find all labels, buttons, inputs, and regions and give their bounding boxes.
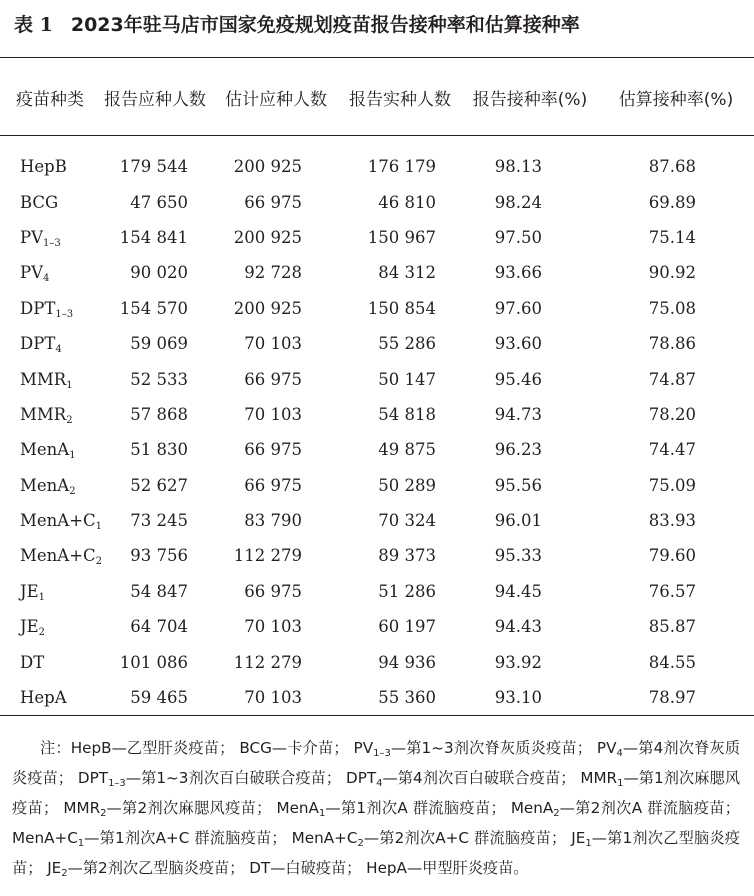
cell-estimated-rate: 78.86 [648,334,696,354]
cell-reported-rate: 95.33 [494,546,542,566]
cell-estimated-rate: 90.92 [648,263,696,283]
table-row [0,538,754,573]
cell-reported-due: 93 756 [130,546,188,566]
cell-estimated-rate: 76.57 [648,581,696,601]
table-body [0,119,754,715]
cell-estimated-rate: 75.08 [648,298,696,318]
table-row [0,574,754,609]
cell-estimated-due: 66 975 [244,475,302,495]
cell-reported-vaccinated: 89 373 [378,546,436,566]
cell-vaccine-name: $MMR_2$ [20,404,73,426]
cell-reported-due: 52 627 [130,475,188,495]
cell-estimated-due: 112 279 [233,546,302,566]
table-row [0,503,754,538]
cell-vaccine-name: MenA$_1$ [20,440,76,462]
cell-estimated-rate: 78.97 [648,688,696,708]
note-entry: $MenA+C_1—$第1剂次A+C 群流脑疫苗； [12,829,287,849]
cell-vaccine-name: $JE_1$ [20,581,46,603]
cell-vaccine-name: HepB [20,157,67,177]
table-note [12,733,740,883]
cell-reported-rate: 93.92 [494,652,542,672]
cell-reported-due: 154 570 [119,298,188,318]
top-rule [0,57,754,58]
cell-reported-vaccinated: 70 324 [378,511,436,531]
cell-reported-rate: 93.10 [494,688,542,708]
cell-reported-rate: 94.73 [494,404,542,424]
cell-reported-due: 57 868 [130,404,188,424]
cell-reported-vaccinated: 55 286 [378,334,436,354]
cell-estimated-due: 66 975 [244,581,302,601]
cell-vaccine-name: MenA$_2$ [20,475,76,497]
header-rule [0,135,754,136]
cell-reported-rate: 97.60 [494,298,542,318]
header-vaccine-type: 疫苗种类 [16,89,84,110]
cell-reported-due: 51 830 [130,440,188,460]
cell-reported-due: 59 069 [130,334,188,354]
cell-reported-rate: 98.24 [494,192,542,212]
note-entry: $MMR_2—$第2剂次麻腮风疫苗； [63,799,272,819]
cell-reported-vaccinated: 50 289 [378,475,436,495]
table-row [0,220,754,255]
cell-reported-due: 179 544 [119,157,188,177]
note-entry: $MMR_1—$第1剂次麻腮风疫苗； [12,769,741,817]
cell-estimated-due: 112 279 [233,652,302,672]
table-row [0,119,754,184]
table-row [0,326,754,361]
cell-reported-vaccinated: 84 312 [378,263,436,283]
note-entry: $PV_4—$第4剂次脊灰质炎疫苗； [12,739,741,787]
cell-vaccine-name: $PV_4$ [20,263,50,285]
note-entry: $PV_{1-3}—$第1~3剂次脊灰质炎疫苗； [353,739,592,759]
cell-reported-due: 52 533 [130,369,188,389]
cell-estimated-rate: 75.14 [648,227,696,247]
cell-reported-vaccinated: 50 147 [378,369,436,389]
cell-reported-vaccinated: 51 286 [378,581,436,601]
table-row [0,184,754,219]
cell-estimated-due: 70 103 [244,688,302,708]
table-title [0,10,754,37]
note-entry: $DPT_4—$第4剂次百白破联合疫苗； [346,769,576,789]
cell-estimated-rate: 78.20 [648,404,696,424]
cell-vaccine-name: $MenA+C_2$ [20,546,103,568]
bottom-rule [0,715,754,716]
table-row [0,468,754,503]
note-entry: HepA—甲型肝炎疫苗。 [366,859,529,877]
cell-estimated-due: 92 728 [244,263,302,283]
header-reported-vaccinated: 报告实种人数 [349,89,451,110]
note-entry: DT—白破疫苗； [249,859,362,877]
cell-estimated-due: 200 925 [233,227,302,247]
table-row [0,680,754,715]
note-lead: 注： [40,739,71,757]
header-reported-due: 报告应种人数 [104,89,206,110]
cell-reported-vaccinated: 49 875 [378,440,436,460]
cell-reported-due: 54 847 [130,581,188,601]
header-row [0,75,754,119]
cell-reported-rate: 93.66 [494,263,542,283]
cell-vaccine-name: BCG [20,192,59,212]
cell-estimated-due: 66 975 [244,369,302,389]
cell-estimated-due: 70 103 [244,404,302,424]
cell-reported-due: 73 245 [130,511,188,531]
header-estimated-rate: 估算接种率(%) [618,89,734,110]
table-row [0,361,754,396]
cell-vaccine-name: DT [20,652,45,672]
cell-estimated-due: 83 790 [244,511,302,531]
note-entry: $MenA+C_2—$第2剂次A+C 群流脑疫苗； [291,829,567,849]
cell-estimated-due: 66 975 [244,192,302,212]
cell-estimated-rate: 87.68 [648,157,696,177]
cell-estimated-due: 70 103 [244,334,302,354]
table-row [0,397,754,432]
cell-estimated-rate: 74.87 [648,369,696,389]
cell-estimated-rate: 84.55 [648,652,696,672]
table-caption: 2023年驻马店市国家免疫规划疫苗报告接种率和估算接种率 [70,14,580,36]
note-entry: $JE_1—$第1剂次乙型脑炎疫苗； [12,829,740,877]
vaccination-table [0,75,754,715]
cell-reported-due: 90 020 [130,263,188,283]
cell-estimated-rate: 74.47 [648,440,696,460]
table-row [0,255,754,290]
cell-reported-rate: 95.56 [494,475,542,495]
cell-reported-rate: 98.13 [494,157,542,177]
cell-reported-vaccinated: 54 818 [378,404,436,424]
cell-reported-due: 64 704 [130,617,188,637]
cell-vaccine-name: $JE_2$ [20,617,46,639]
note-entry: MenA$_2$—第2剂次A 群流脑疫苗； [510,799,740,819]
cell-vaccine-name: $MenA+C_1$ [20,511,103,533]
cell-estimated-due: 200 925 [233,298,302,318]
note-entry: HepB—乙型肝炎疫苗； [70,739,235,757]
cell-reported-vaccinated: 150 967 [367,227,436,247]
cell-reported-due: 101 086 [119,652,188,672]
cell-estimated-rate: 83.93 [648,511,696,531]
cell-reported-due: 59 465 [130,688,188,708]
cell-vaccine-name: HepA [20,688,67,708]
cell-reported-rate: 94.43 [494,617,542,637]
note-entry: $JE_2—$第2剂次乙型脑炎疫苗； [47,859,245,879]
table-row [0,609,754,644]
cell-reported-rate: 97.50 [494,227,542,247]
cell-estimated-rate: 79.60 [648,546,696,566]
cell-estimated-due: 200 925 [233,157,302,177]
cell-reported-vaccinated: 55 360 [378,688,436,708]
header-reported-rate: 报告接种率(%) [472,89,588,110]
table-number: 表 1 [14,14,53,36]
cell-estimated-due: 66 975 [244,440,302,460]
cell-reported-due: 154 841 [119,227,188,247]
cell-reported-vaccinated: 176 179 [367,157,436,177]
cell-reported-vaccinated: 60 197 [378,617,436,637]
cell-reported-vaccinated: 46 810 [378,192,436,212]
cell-reported-vaccinated: 94 936 [378,652,436,672]
cell-vaccine-name: $PV_{1-3}$ [20,227,61,249]
cell-reported-rate: 95.46 [494,369,542,389]
note-entry: $DPT_{1-3}—$第1~3剂次百白破联合疫苗； [77,769,342,789]
table-row [0,432,754,467]
note-entry: MenA$_1$—第1剂次A 群流脑疫苗； [276,799,506,819]
cell-vaccine-name: $DPT_4$ [20,334,62,356]
cell-reported-rate: 96.01 [494,511,542,531]
cell-estimated-rate: 69.89 [648,192,696,212]
header-estimated-due: 估计应种人数 [225,89,327,110]
cell-reported-rate: 96.23 [494,440,542,460]
table-row [0,291,754,326]
cell-vaccine-name: $MMR_1$ [20,369,73,391]
cell-reported-rate: 93.60 [494,334,542,354]
cell-estimated-due: 70 103 [244,617,302,637]
cell-reported-rate: 94.45 [494,581,542,601]
cell-reported-due: 47 650 [130,192,188,212]
cell-estimated-rate: 75.09 [648,475,696,495]
note-entry: BCG—卡介苗； [239,739,349,757]
cell-reported-vaccinated: 150 854 [367,298,436,318]
table-row [0,644,754,679]
cell-vaccine-name: $DPT_{1-3}$ [20,298,74,320]
cell-estimated-rate: 85.87 [648,617,696,637]
